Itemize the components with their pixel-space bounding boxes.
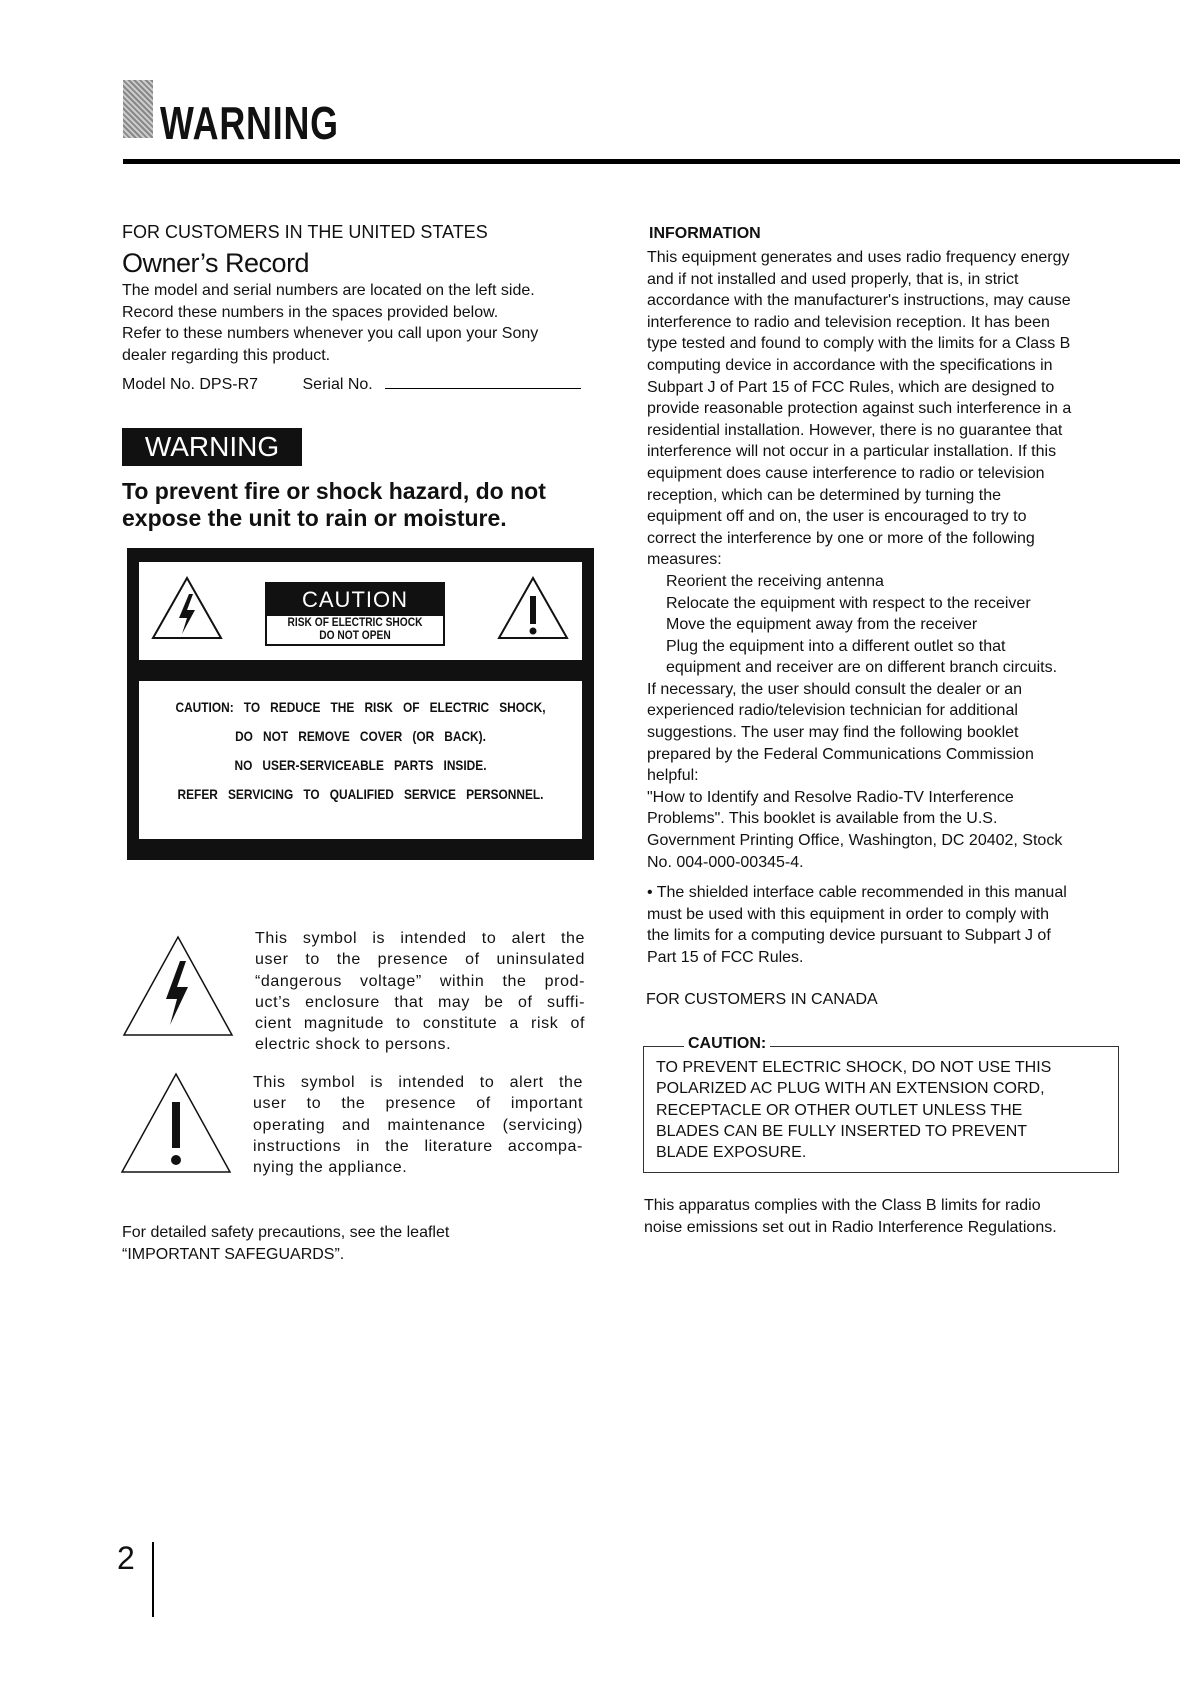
text-line: user to the presence of uninsulated [255,951,585,969]
text-line: cient magnitude to constitute a risk of [255,1015,585,1033]
text-line: equipment off and on, the user is encouraged to try to [647,508,1027,526]
header-rule [123,159,1180,164]
text-line: expose the unit to rain or moisture. [122,505,507,531]
owners-record-text [122,280,538,366]
caution-label [265,582,445,646]
text-line: Government Printing Office, Washington, DC 20402, Stock [647,832,1063,850]
text-line: POLARIZED AC PLUG WITH AN EXTENSION CORD, [656,1080,1045,1098]
exclamation-triangle-icon [120,1072,232,1174]
page-number: 2 [117,1540,135,1576]
serial-blank [385,388,581,389]
text-line: residential installation. However, there is no guarantee that [647,421,1063,439]
text-line: The model and serial numbers are located on the left side. [122,282,535,299]
text-line: BLADE EXPOSURE. [656,1144,807,1162]
caution-text-line: CAUTION: TO REDUCE THE RISK OF ELECTRIC SHOCK, [175,699,546,715]
text-line: measures: [647,551,722,569]
text-line: must be used with this equipment in order to comply with [647,905,1049,923]
canada-caution-heading: CAUTION: [684,1035,770,1053]
text-line: operating and maintenance (servicing) [253,1116,583,1134]
text-line: user to the presence of important [253,1095,583,1113]
safeguards-note [122,1222,449,1265]
text-line: dealer regarding this product. [122,346,331,364]
text-line: RECEPTACLE OR OTHER OUTLET UNLESS THE [656,1101,1023,1119]
warning-badge: WARNING [122,428,302,466]
caution-label-line1: RISK OF ELECTRIC SHOCK [287,615,423,629]
measure-item: Relocate the equipment with respect to the receiver [666,594,1031,612]
text-line: For detailed safety precautions, see the leaflet [122,1224,450,1241]
caution-label-top [139,562,582,660]
section-marker [123,80,153,138]
measure-item: Reorient the receiving antenna [666,572,884,590]
serial-label: Serial No. [302,376,373,393]
text-line: If necessary, the user should consult the dealer or an [647,680,1023,698]
text-line: This symbol is intended to alert the [253,1074,583,1091]
customers-canada-heading: FOR CUSTOMERS IN CANADA [646,991,878,1008]
page-number-rule [152,1542,154,1617]
caution-label-line2: DO NOT OPEN [319,628,391,642]
text-line: Record these numbers in the spaces provided below. [122,303,499,321]
text-line: helpful: [647,767,699,785]
text-line: "How to Identify and Resolve Radio-TV Interference [647,788,1014,806]
canada-caution-box [643,1035,1119,1173]
text-line: uct’s enclosure that may be of suffi- [255,993,585,1011]
information-heading: INFORMATION [649,225,761,242]
text-line: type tested and found to comply with the limits for a Class B [647,335,1071,353]
caution-label-box [127,548,594,860]
voltage-symbol-description [255,928,585,1056]
text-line: TO PREVENT ELECTRIC SHOCK, DO NOT USE THIS [656,1059,1052,1076]
measure-item: Move the equipment away from the receiver [666,616,978,634]
text-line: This equipment generates and uses radio frequency energy [647,249,1070,266]
measure-item: equipment and receiver are on different branch circuits. [666,659,1058,677]
text-line: noise emissions set out in Radio Interference Regulations. [644,1218,1057,1236]
text-line: provide reasonable protection against such interference in a [647,400,1072,418]
caution-label-title: CAUTION [267,584,443,616]
text-line: experienced radio/television technician for additional [647,702,1018,720]
text-line: nying the appliance. [253,1159,408,1177]
text-line: instructions in the literature accompa- [253,1137,583,1155]
text-line: suggestions. The user may find the following booklet [647,724,1019,742]
text-line: “IMPORTANT SAFEGUARDS”. [122,1245,345,1263]
text-line: and if not installed and used properly, that is, in strict [647,270,1019,288]
lightning-triangle-icon [151,576,223,640]
text-line: This symbol is intended to alert the [255,930,585,947]
text-line: equipment does cause interference to radio or television [647,464,1045,482]
text-line: Refer to these numbers whenever you call upon your Sony [122,325,539,343]
lightning-triangle-icon [122,935,234,1037]
caution-text-line: NO USER-SERVICEABLE PARTS INSIDE. [234,757,487,773]
text-line: Part 15 of FCC Rules. [647,948,804,966]
exclamation-triangle-icon [497,576,569,640]
text-line: prepared by the Federal Communications Commission [647,745,1034,763]
text-line: interference to radio and television reception. It has been [647,313,1050,331]
page-title: WARNING [160,97,339,149]
caution-text [139,699,582,802]
text-line: Problems". This booklet is available from the U.S. [647,810,998,828]
text-line: electric shock to persons. [255,1036,452,1054]
text-line: To prevent fire or shock hazard, do not [122,478,546,504]
information-text [647,247,1071,873]
text-line: interference will not occur in a particular installation. If this [647,443,1057,461]
text-line: reception, which can be determined by turning the [647,486,1001,504]
model-number: Model No. DPS-R7 [122,376,259,393]
measure-item: Plug the equipment into a different outlet so that [666,637,1006,655]
canada-compliance-note [644,1195,1057,1238]
hazard-warning [122,478,546,532]
owners-record-title: Owner’s Record [122,248,310,278]
shielded-cable-note [647,882,1067,968]
text-line: correct the interference by one or more of the following [647,529,1035,547]
caution-text-line: REFER SERVICING TO QUALIFIED SERVICE PERSONNEL. [177,786,544,802]
text-line: Subpart J of Part 15 of FCC Rules, which are designed to [647,378,1055,396]
text-line: “dangerous voltage” within the prod- [255,972,585,990]
caution-text-block [139,681,582,839]
customers-us-heading: FOR CUSTOMERS IN THE UNITED STATES [122,222,488,242]
attention-symbol-description [253,1072,583,1178]
model-serial-line [122,376,581,394]
text-line: • The shielded interface cable recommended in this manual [647,884,1067,901]
text-line: This apparatus complies with the Class B limits for radio [644,1197,1041,1214]
text-line: No. 004-000-00345-4. [647,853,804,871]
text-line: the limits for a computing device pursuant to Subpart J of [647,927,1051,945]
caution-text-line: DO NOT REMOVE COVER (OR BACK). [235,728,486,744]
text-line: accordance with the manufacturer's instructions, may cause [647,292,1071,310]
text-line: BLADES CAN BE FULLY INSERTED TO PREVENT [656,1122,1028,1140]
canada-caution-text [656,1057,1051,1163]
text-line: computing device in accordance with the specifications in [647,356,1053,374]
